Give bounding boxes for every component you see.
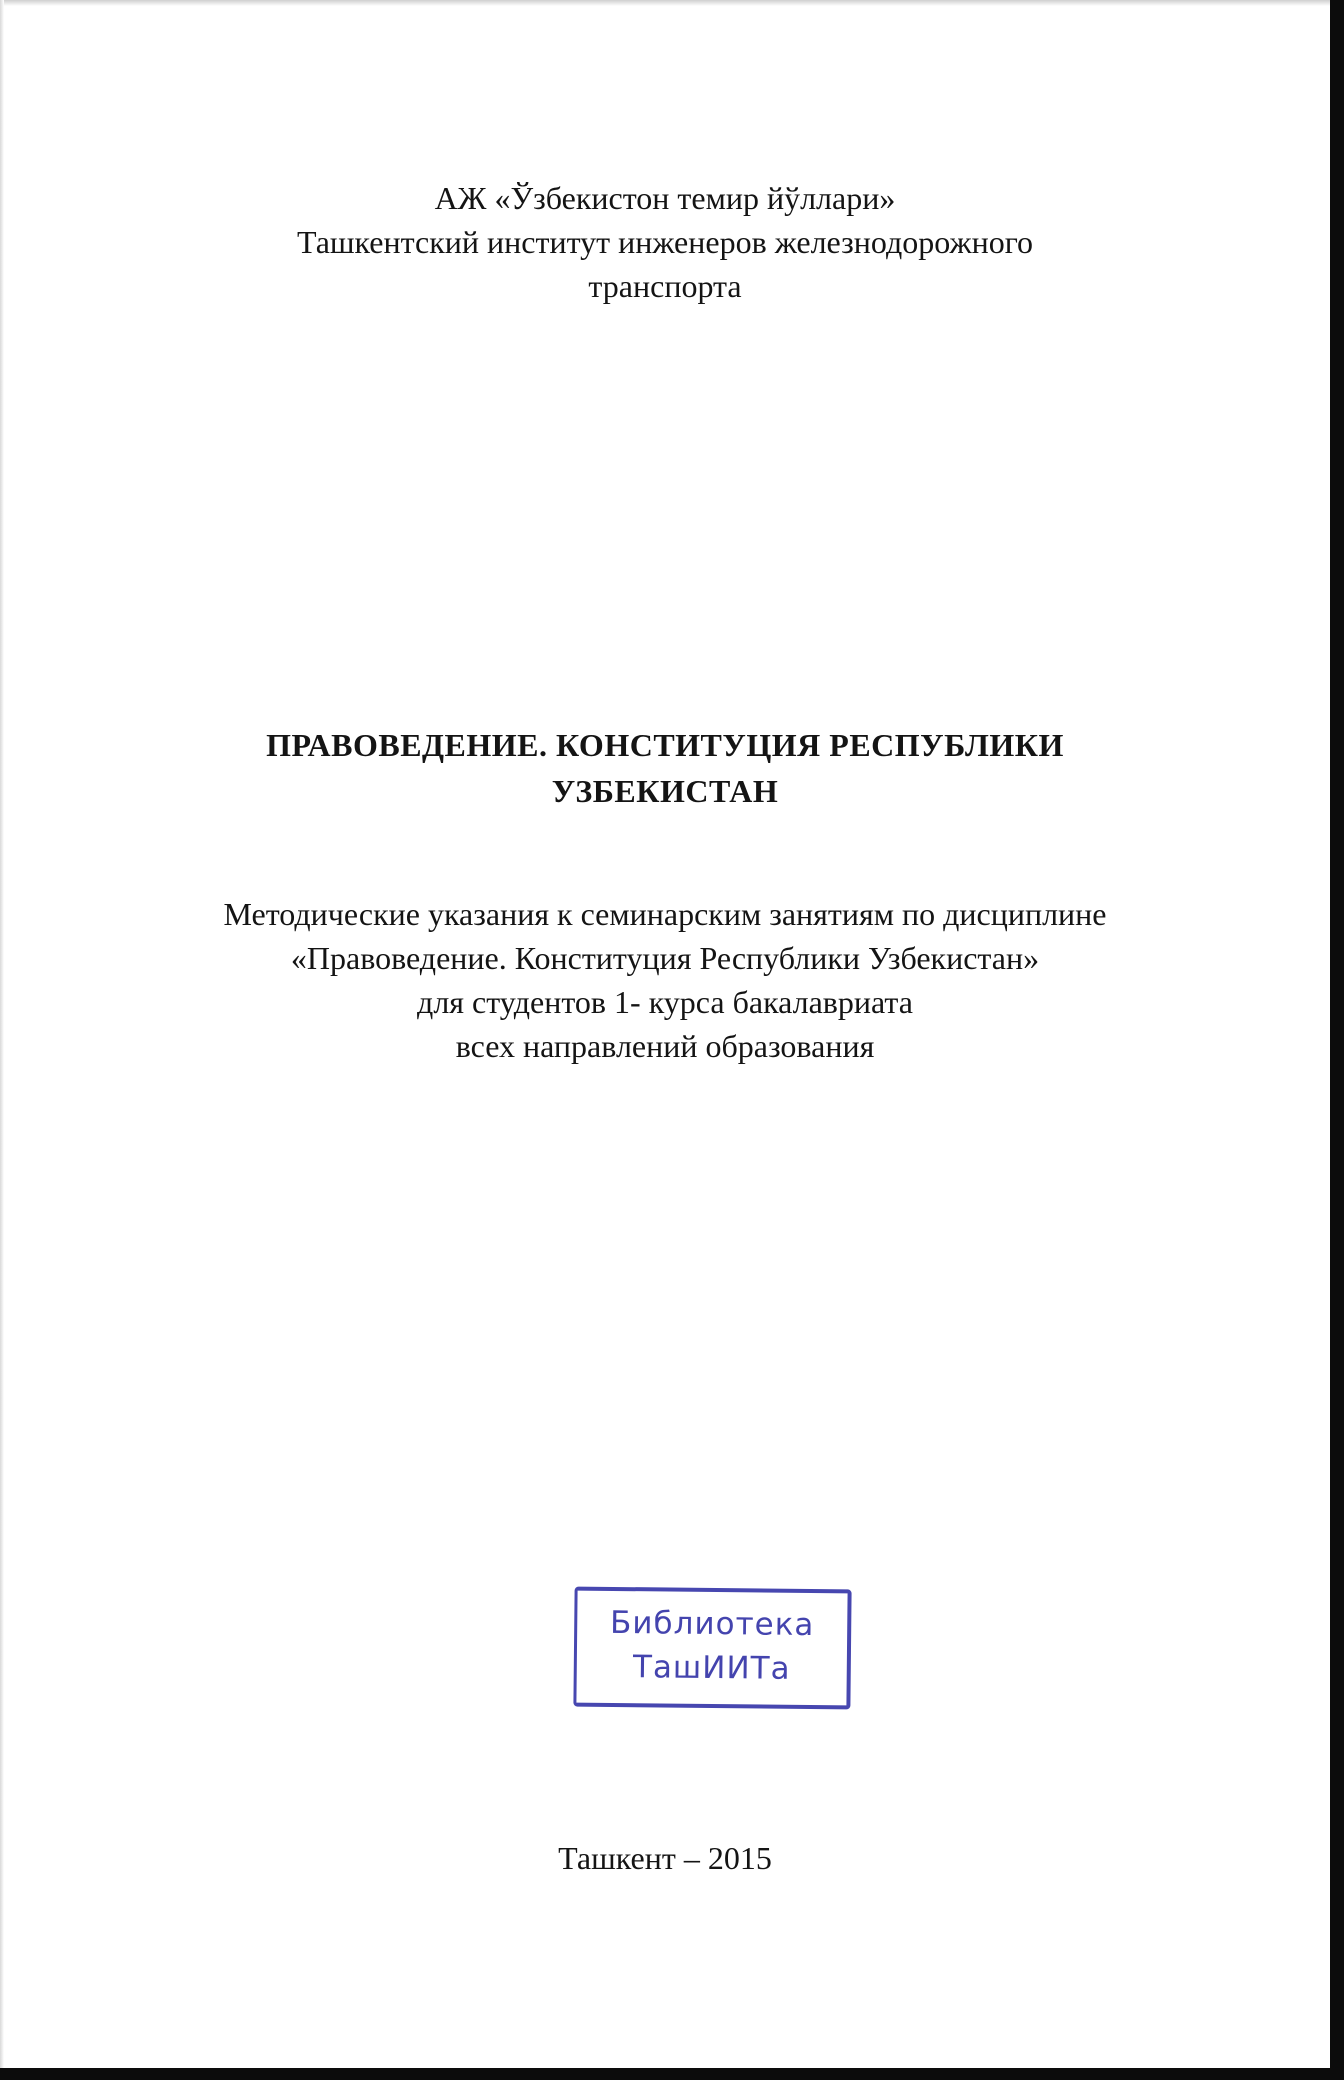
header-line-institute-cont: транспорта — [588, 268, 742, 304]
subtitle-line-1: Методические указания к семинарским занятиям по дисциплине — [223, 896, 1107, 932]
document-title — [0, 722, 1330, 814]
footer-place-year: Ташкент – 2015 — [558, 1840, 772, 1876]
scan-edge-top — [0, 0, 1344, 6]
document-subtitle — [0, 892, 1330, 1068]
stamp-text-line-1: Библиотека — [609, 1604, 815, 1644]
scan-edge-bottom — [0, 2068, 1344, 2080]
header-line-institute: Ташкентский институт инженеров железнодорожного — [296, 224, 1034, 260]
subtitle-line-4: всех направлений образования — [455, 1028, 875, 1064]
scan-edge-right — [1330, 0, 1344, 2080]
title-line-1: ПРАВОВЕДЕНИЕ. КОНСТИТУЦИЯ РЕСПУБЛИКИ — [266, 727, 1064, 763]
subtitle-line-2: «Правоведение. Конституция Республики Узбекистан» — [290, 940, 1040, 976]
place-and-year — [0, 1836, 1330, 1880]
library-stamp — [573, 1587, 851, 1710]
subtitle-line-3: для студентов 1- курса бакалавриата — [417, 984, 913, 1020]
header-line-organization: АЖ «Ўзбекистон темир йўллари» — [434, 180, 896, 216]
institution-header — [0, 176, 1330, 308]
title-line-2: УЗБЕКИСТАН — [551, 773, 779, 809]
stamp-text-line-2: ТашИИТа — [632, 1649, 791, 1687]
